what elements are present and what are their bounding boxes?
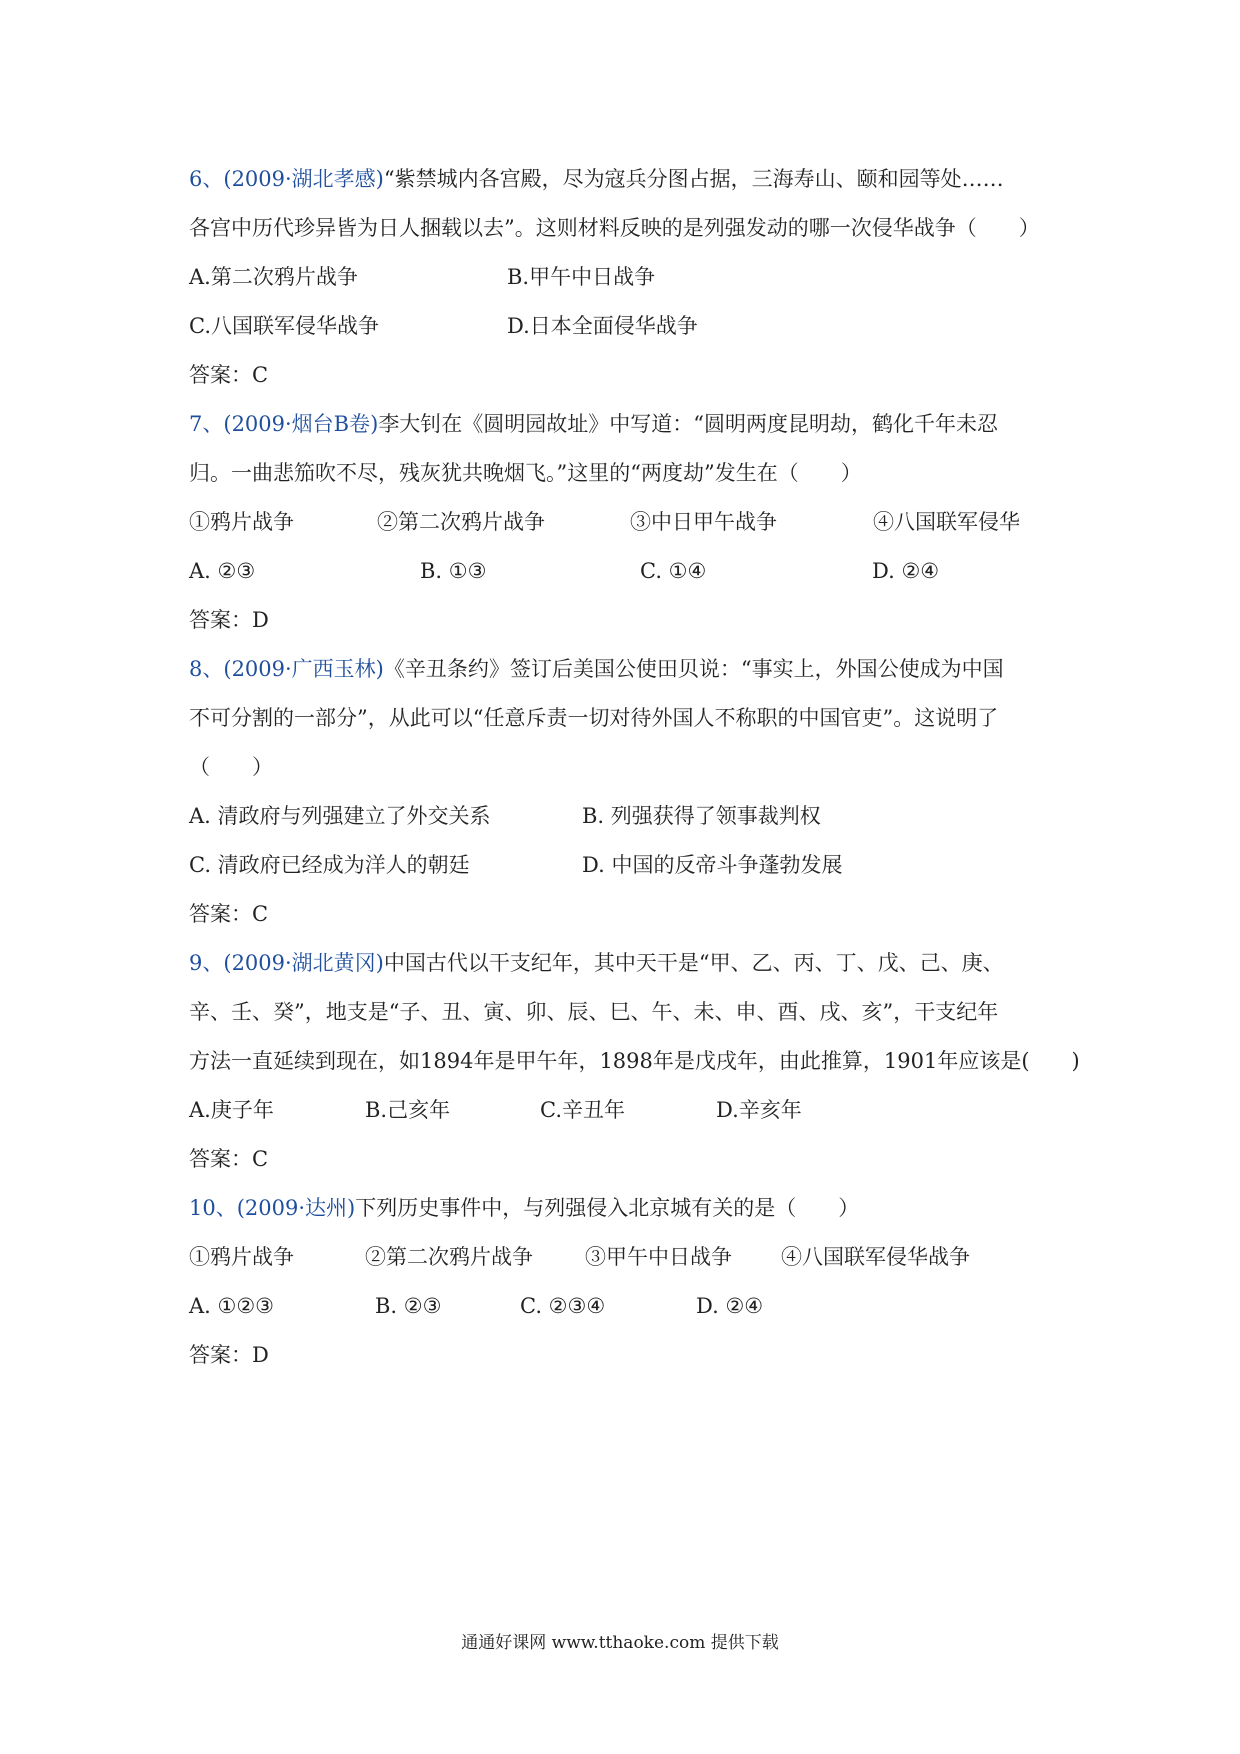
option-b: B.甲午中日战争 xyxy=(507,265,656,289)
options-row xyxy=(189,792,1069,841)
item-2: ②第二次鸦片战争 xyxy=(365,1245,533,1269)
question-text: 李大钊在《圆明园故址》中写道：“圆明两度昆明劫，鹤化千年未忍 xyxy=(378,412,999,436)
option-a: A. 清政府与列强建立了外交关系 xyxy=(189,804,491,828)
page-footer: 通通好课网 www.tthaoke.com 提供下载 xyxy=(461,1633,779,1653)
options-row xyxy=(189,302,1069,351)
answer: 答案：C xyxy=(189,902,269,926)
question-text: 中国古代以干支纪年，其中天干是“甲、乙、丙、丁、戊、己、庚、 xyxy=(383,951,1004,975)
options-row xyxy=(189,841,1069,890)
question-number: 9、 xyxy=(189,951,224,975)
option-b: B. ①③ xyxy=(420,559,487,583)
question-text: “紫禁城内各宫殿，尽为寇兵分图占据，三海寿山、颐和园等处…… xyxy=(383,167,1004,191)
option-d: D. ②④ xyxy=(872,559,940,583)
options-row xyxy=(189,253,1069,302)
option-d: D. ②④ xyxy=(696,1294,764,1318)
answer: 答案：D xyxy=(189,608,269,632)
option-c: C.八国联军侵华战争 xyxy=(189,314,379,338)
question-text: 《辛丑条约》签订后美国公使田贝说：“事实上，外国公使成为中国 xyxy=(383,657,1004,681)
question-9 xyxy=(189,939,1080,1184)
option-b: B. 列强获得了领事裁判权 xyxy=(582,804,821,828)
option-d: D.辛亥年 xyxy=(716,1098,802,1122)
item-2: ②第二次鸦片战争 xyxy=(377,510,545,534)
option-a: A. ①②③ xyxy=(189,1294,274,1318)
answer: 答案：C xyxy=(189,1147,269,1171)
question-number: 10、 xyxy=(189,1196,237,1220)
option-a: A. ②③ xyxy=(189,559,256,583)
option-b: B. ②③ xyxy=(375,1294,442,1318)
question-6 xyxy=(189,155,1069,400)
question-number: 8、 xyxy=(189,657,224,681)
items-row xyxy=(189,1233,1069,1282)
question-source: (2009·广西玉林) xyxy=(223,657,384,681)
item-3: ③甲午中日战争 xyxy=(585,1245,732,1269)
option-c: C. 清政府已经成为洋人的朝廷 xyxy=(189,853,470,877)
answer: 答案：C xyxy=(189,363,269,387)
option-b: B.己亥年 xyxy=(365,1098,451,1122)
options-row xyxy=(189,1086,1069,1135)
option-d: D. 中国的反帝斗争蓬勃发展 xyxy=(582,853,843,877)
answer: 答案：D xyxy=(189,1343,269,1367)
item-1: ①鸦片战争 xyxy=(189,1245,294,1269)
question-source: (2009·烟台B卷) xyxy=(223,412,379,436)
question-text: 不可分割的一部分”，从此可以“任意斥责一切对待外国人不称职的中国官吏”。这说明了 xyxy=(189,706,999,730)
question-source: (2009·湖北黄冈) xyxy=(223,951,384,975)
question-text: 辛、壬、癸”，地支是“子、丑、寅、卯、辰、巳、午、未、申、酉、戌、亥”，干支纪年 xyxy=(189,1000,999,1024)
question-7 xyxy=(189,400,1069,645)
question-text: （ ） xyxy=(189,755,273,779)
item-1: ①鸦片战争 xyxy=(189,510,294,534)
question-list xyxy=(189,155,1080,1380)
items-row xyxy=(189,498,1069,547)
question-text: 各宫中历代珍异皆为日人捆载以去”。这则材料反映的是列强发动的哪一次侵华战争（ ） xyxy=(189,216,1040,240)
item-4: ④八国联军侵华战争 xyxy=(781,1245,970,1269)
question-10 xyxy=(189,1184,1069,1380)
question-source: (2009·湖北孝感) xyxy=(223,167,384,191)
question-text: 归。一曲悲笳吹不尽，残灰犹共晚烟飞。”这里的“两度劫”发生在（ ） xyxy=(189,461,862,485)
question-number: 7、 xyxy=(189,412,224,436)
options-row xyxy=(189,547,1069,596)
option-c: C. ②③④ xyxy=(520,1294,606,1318)
option-c: C. ①④ xyxy=(640,559,707,583)
question-source: (2009·达州) xyxy=(236,1196,356,1220)
question-text: 下列历史事件中，与列强侵入北京城有关的是（ ） xyxy=(355,1196,860,1220)
option-d: D.日本全面侵华战争 xyxy=(507,314,698,338)
question-number: 6、 xyxy=(189,167,224,191)
option-a: A.庚子年 xyxy=(189,1098,274,1122)
options-row xyxy=(189,1282,1069,1331)
option-c: C.辛丑年 xyxy=(540,1098,625,1122)
question-text: 方法一直延续到现在，如1894年是甲午年，1898年是戊戌年，由此推算，1901年应该是( ) xyxy=(189,1049,1080,1073)
question-8 xyxy=(189,645,1069,939)
item-4: ④八国联军侵华 xyxy=(873,510,1020,534)
item-3: ③中日甲午战争 xyxy=(630,510,777,534)
option-a: A.第二次鸦片战争 xyxy=(189,265,358,289)
